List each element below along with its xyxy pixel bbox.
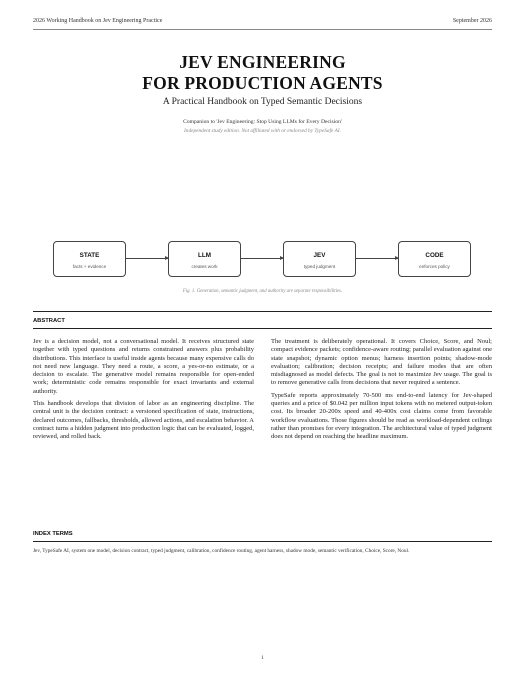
running-header: [33, 18, 492, 24]
disclaimer-note: Independent study edition. Not affiliated with or endorsed by TypeSafe AI.: [184, 128, 341, 134]
diagram-node-llm: [168, 241, 241, 277]
node-sublabel: creates work: [191, 264, 218, 269]
abstract-heading: ABSTRACT: [33, 318, 65, 324]
node-sublabel: typed judgment: [303, 264, 336, 269]
companion-note: Companion to 'Jev Engineering: Stop Using LLMs for Every Decision': [183, 119, 342, 125]
document-title: [0, 52, 525, 94]
node-label: JEV: [313, 252, 326, 259]
abstract-paragraph: The treatment is deliberately operational. It covers Choice, Score, and Noul; compact evidence packets; confidence-aware routing; parallel evaluation against one state snapshot; dynamic option menus; harness insertion points; shadow-mode evaluation; calibration; decision receipts; and failure modes that are often misdiagnosed as model defects. The goal is not to maximize Jev usage. The goal is to remove generative calls from decisions that never required a sentence.: [271, 338, 492, 387]
abstract-bottom-rule: [33, 328, 492, 329]
arrow-llm-to-jev: [241, 258, 283, 259]
node-sublabel: enforces policy: [419, 264, 450, 269]
flow-diagram: [0, 236, 525, 286]
running-header-left: 2026 Working Handbook on Jev Engineering Practice: [33, 18, 163, 24]
abstract-column-right: [271, 338, 492, 446]
node-label: STATE: [79, 252, 100, 259]
abstract-paragraph: Jev is a decision model, not a conversational model. It receives structured state together with typed questions and returns constrained answers plus probability distributions. This interface is useful inside agents because many expensive calls do not need new language. They need a route, a score, a yes-or-no estimate, or a decision to escalate. The generative model remains responsible for open-ended work; deterministic code remains responsible for exact invariants and external authority.: [33, 338, 254, 395]
diagram-node-jev: [283, 241, 356, 277]
node-label: CODE: [425, 252, 444, 259]
title-line-1: JEV ENGINEERING: [179, 52, 346, 72]
arrow-state-to-llm: [126, 258, 168, 259]
running-header-right: September 2026: [452, 18, 492, 24]
diagram-node-state: [53, 241, 126, 277]
page-number: 1: [261, 655, 264, 661]
abstract-top-rule: [33, 311, 492, 312]
index-terms-rule: [33, 541, 492, 542]
abstract-column-left: [33, 338, 254, 446]
header-divider: [33, 29, 492, 30]
index-terms-heading: INDEX TERMS: [33, 531, 73, 537]
abstract-paragraph: This handbook develops that division of labor as an engineering discipline. The central unit is the decision contract: a versioned specification of state, instructions, declared outcomes, fallbacks, thresholds, allowed actions, and escalation behavior. A contract turns a hidden judgment into production logic that can be evaluated, logged, reviewed, and rolled back.: [33, 400, 254, 441]
arrow-jev-to-code: [356, 258, 398, 259]
abstract-paragraph: TypeSafe reports approximately 70-500 ms end-to-end latency for Jev-shaped queries and a price of $0.042 per million input tokens with no metered output-token cost. Its broader 20-200x speed and 40-400x cost claims come from favorable workflow evaluations. Those figures should be read as workload-dependent ceilings rather than promises for every integration. The architectural value of typed judgment does not depend on reaching the headline maximum.: [271, 391, 492, 441]
node-label: LLM: [198, 252, 211, 259]
document-subtitle: A Practical Handbook on Typed Semantic Decisions: [162, 97, 363, 107]
figure-caption: Fig. 1. Generation, semantic judgment, and authority are separate responsibilities.: [182, 289, 343, 294]
node-sublabel: facts + evidence: [72, 264, 107, 269]
index-terms-text: Jev, TypeSafe AI, system one model, decision contract, typed judgment, calibration, confidence routing, agent harness, shadow mode, semantic verification, Choice, Score, Noul.: [33, 548, 410, 554]
diagram-node-code: [398, 241, 471, 277]
title-line-2: FOR PRODUCTION AGENTS: [142, 73, 383, 93]
